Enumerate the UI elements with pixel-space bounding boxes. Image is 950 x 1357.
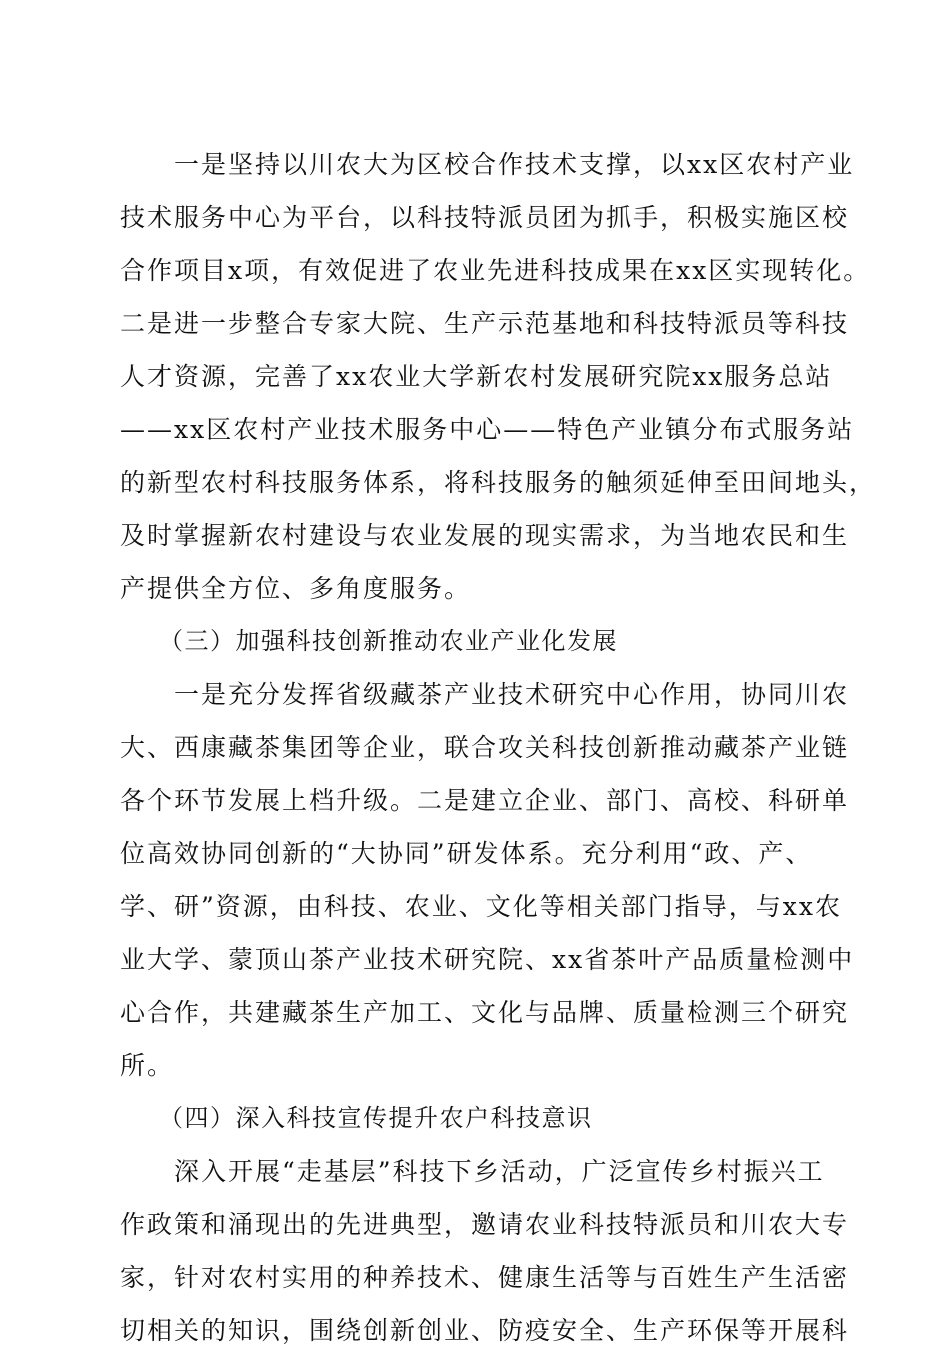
document-body: [120, 138, 877, 1357]
paragraph-line: 二是进一步整合专家大院、生产示范基地和科技特派员等科技: [120, 309, 850, 338]
paragraph-line: 一是坚持以川农大为区校合作技术支撑，以xx区农村产业: [120, 150, 855, 179]
paragraph-line: 学、研”资源，由科技、农业、文化等相关部门指导，与xx农: [120, 892, 842, 921]
paragraph-line: 家，针对农村实用的种养技术、健康生活等与百姓生产生活密: [120, 1263, 850, 1292]
paragraph-line: 大、西康藏茶集团等企业，联合攻关科技创新推动藏茶产业链: [120, 733, 850, 762]
paragraph-line: 所。: [120, 1051, 175, 1080]
paragraph-line: 及时掌握新农村建设与农业发展的现实需求，为当地农民和生: [120, 521, 850, 550]
paragraph-line: ——xx区农村产业技术服务中心——特色产业镇分布式服务站: [120, 415, 855, 444]
paragraph-line: 业大学、蒙顶山茶产业技术研究院、xx省茶叶产品质量检测中: [120, 945, 855, 974]
paragraph-line: 技术服务中心为平台，以科技特派员团为抓手，积极实施区校: [120, 203, 850, 232]
paragraph-line: 心合作，共建藏茶生产加工、文化与品牌、质量检测三个研究: [120, 998, 850, 1027]
paragraph-line: 位高效协同创新的“大协同”研发体系。充分利用“政、产、: [120, 839, 813, 868]
paragraph-line: 的新型农村科技服务体系，将科技服务的触须延伸至田间地头，: [120, 468, 877, 497]
paragraph-line: 一是充分发挥省级藏茶产业技术研究中心作用，协同川农: [120, 680, 850, 709]
paragraph-line: 切相关的知识，围绕创新创业、防疫安全、生产环保等开展科: [120, 1316, 850, 1345]
paragraph-line: 各个环节发展上档升级。二是建立企业、部门、高校、科研单: [120, 786, 850, 815]
paragraph-line: 人才资源，完善了xx农业大学新农村发展研究院xx服务总站: [120, 362, 833, 391]
section-heading-3: （三）加强科技创新推动农业产业化发展: [120, 627, 618, 655]
section-heading-4: （四）深入科技宣传提升农户科技意识: [120, 1104, 593, 1132]
paragraph-line: 产提供全方位、多角度服务。: [120, 574, 472, 603]
paragraph-line: 合作项目x项，有效促进了农业先进科技成果在xx区实现转化。: [120, 256, 871, 285]
paragraph-line: 作政策和涌现出的先进典型，邀请农业科技特派员和川农大专: [120, 1210, 850, 1239]
paragraph-line: 深入开展“走基层”科技下乡活动，广泛宣传乡村振兴工: [120, 1157, 825, 1186]
